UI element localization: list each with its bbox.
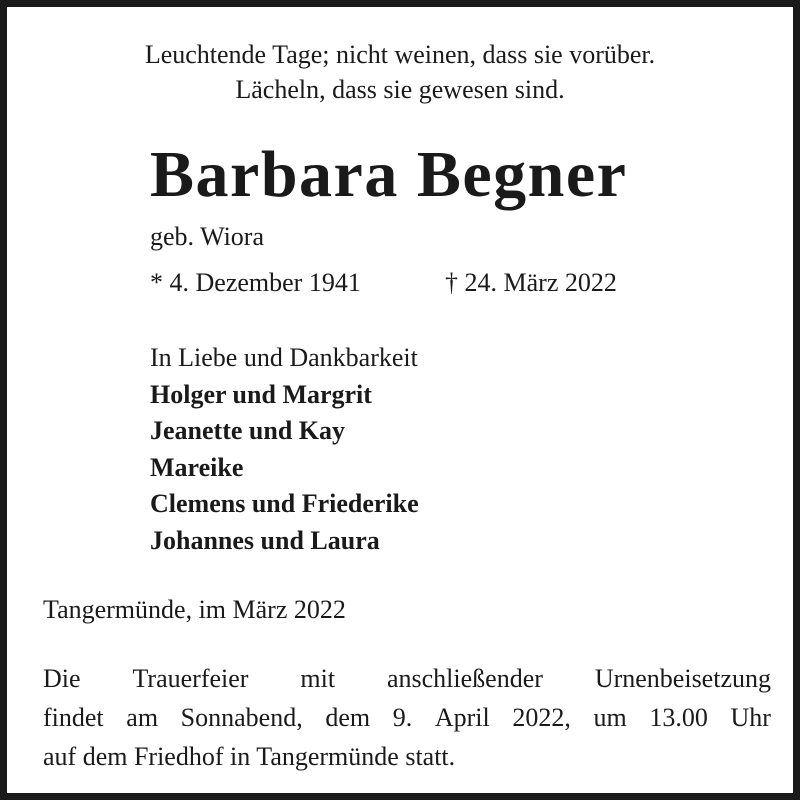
life-dates [150,266,617,300]
mourner-name: Clemens und Friederike [150,489,419,518]
service-word: April [434,703,490,732]
motto-quote [7,37,793,107]
service-word: mit [300,664,336,693]
mourners-block [150,340,419,559]
service-word: dem [325,703,371,732]
service-word: findet [43,703,104,732]
place-and-date: Tangermünde, im März 2022 [43,595,346,624]
service-line-3: auf dem Friedhof in Tangermünde statt. [43,742,456,771]
mourner-name: Mareike [150,452,244,482]
mourners-intro: In Liebe und Dankbarkeit [150,343,418,372]
service-word: Die [43,664,81,693]
service-line-2 [43,698,771,737]
service-word: Uhr [730,703,771,732]
mourner-name: Holger und Margrit [150,379,372,409]
service-word: anschließender [386,664,543,693]
service-word: 2022, [512,703,571,732]
funeral-service-info [43,659,771,776]
service-word: 9. [392,703,413,732]
deceased-name: Barbara Begner [150,138,628,211]
service-word: Sonnabend, [180,703,303,732]
service-word: Urnenbeisetzung [594,664,771,693]
service-word: Trauerfeier [132,664,249,693]
maiden-name: geb. Wiora [150,222,264,251]
motto-line-2: Lächeln, dass sie gewesen sind. [235,75,565,104]
service-word: am [126,703,159,732]
birth-date: * 4. Dezember 1941 [150,268,361,297]
death-date: † 24. März 2022 [445,268,617,297]
mourner-name: Jeanette und Kay [150,416,345,445]
mourner-name: Johannes und Laura [150,525,380,555]
motto-line-1: Leuchtende Tage; nicht weinen, dass sie vorüber. [144,40,656,69]
service-line-1 [43,659,771,698]
service-word: 13.00 [649,703,708,732]
service-word: um [593,703,627,732]
